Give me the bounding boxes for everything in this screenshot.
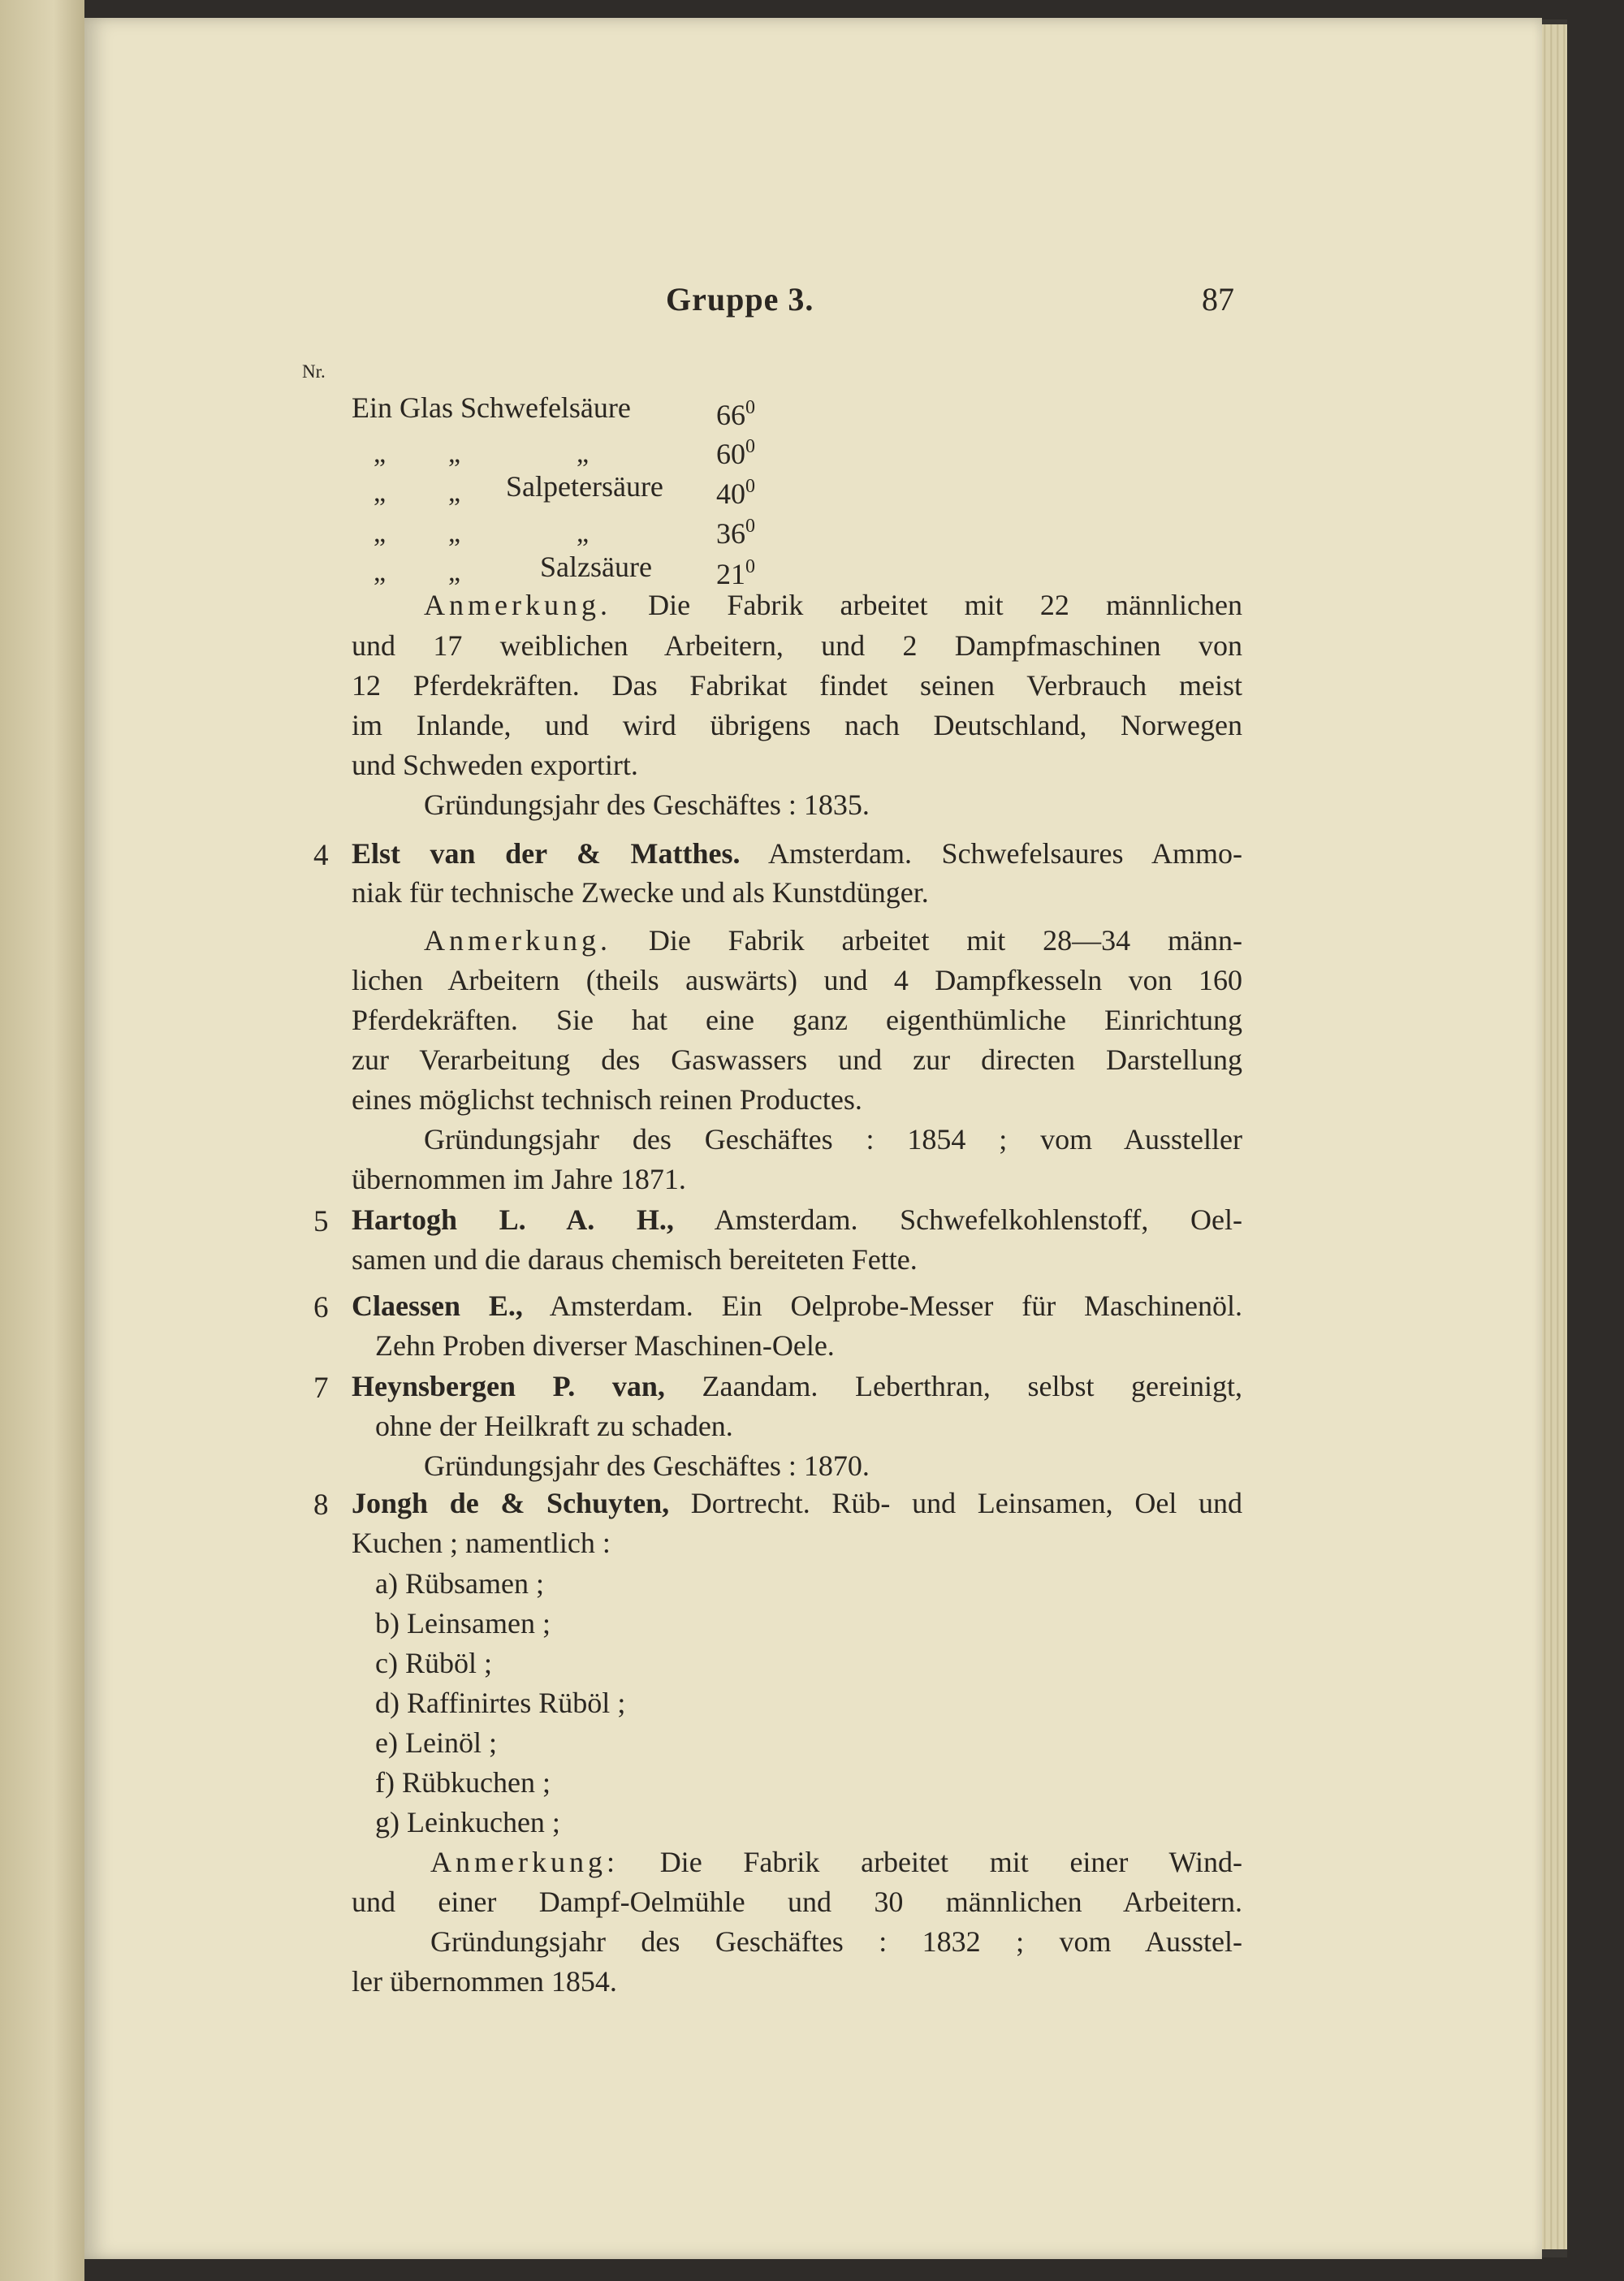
remark-text: Die Fabrik arbeitet mit 28—34 männ- [648, 924, 1242, 957]
entry-text: Zaandam. Leberthran, selbst gereinigt, [702, 1370, 1243, 1402]
item-label: d) [375, 1687, 400, 1719]
page-number: 87 [1202, 281, 1234, 318]
list-item [375, 1605, 551, 1641]
entry-number: 8 [313, 1488, 329, 1522]
acid-row [352, 390, 631, 426]
list-item [375, 1765, 551, 1800]
running-title: Gruppe 3. [666, 281, 814, 318]
item-label: b) [375, 1607, 400, 1639]
acid-degree [716, 508, 755, 551]
list-item [375, 1804, 560, 1840]
remark-line: im Inlande, und wird übrigens nach Deutschland, Norwegen [352, 709, 1242, 741]
remark-line: und 17 weiblichen Arbeitern, und 2 Dampfmaschinen von [352, 629, 1242, 662]
entry-number: 4 [313, 839, 329, 872]
founding-year: Gründungsjahr des Geschäftes : 1870. [424, 1449, 870, 1482]
acid-name: Salzsäure [540, 551, 652, 583]
entry-number: 5 [313, 1205, 329, 1238]
remark-line: Pferdekräften. Sie hat eine ganz eigenthümliche Einrichtung [352, 1004, 1242, 1036]
founding-year: Gründungsjahr des Geschäftes : 1835. [424, 788, 870, 821]
firm-name: Jongh de & Schuyten, [352, 1487, 670, 1519]
remark-label: Anmerkung. [424, 924, 611, 957]
ditto-mark: „ [577, 438, 590, 469]
entry-number: 6 [313, 1291, 329, 1324]
item-text: Leinsamen ; [407, 1607, 551, 1639]
left-page-edge [0, 0, 89, 2281]
ditto-mark: „ [448, 557, 461, 587]
acid-name: Ein Glas Schwefelsäure [352, 391, 631, 424]
remark-line: übernommen im Jahre 1871. [352, 1163, 686, 1195]
degree-value: 60 [716, 438, 745, 470]
item-text: Leinöl ; [404, 1726, 497, 1759]
list-item [375, 1645, 492, 1681]
degree-value: 21 [716, 558, 745, 590]
acid-degree [716, 469, 755, 512]
acid-name: Salpetersäure [506, 470, 663, 503]
book-cover-right [1567, 0, 1624, 2281]
ditto-mark: „ [374, 477, 387, 508]
list-item [375, 1725, 497, 1760]
founding-year: Gründungsjahr des Geschäftes : 1854 ; vom Aussteller [424, 1123, 1242, 1156]
ditto-mark: „ [374, 518, 387, 548]
firm-name: Hartogh L. A. H., [352, 1203, 674, 1236]
item-label: c) [375, 1647, 398, 1679]
entry-line: samen und die daraus chemisch bereiteten Fette. [352, 1243, 918, 1276]
entry-line [352, 836, 1242, 871]
item-text: Rübsamen ; [404, 1567, 544, 1600]
remark-line [424, 587, 1242, 623]
remark-line: eines möglichst technisch reinen Productes. [352, 1083, 862, 1116]
degree-mark: 0 [745, 397, 755, 418]
entry-line [352, 1368, 1242, 1404]
entry-line: niak für technische Zwecke und als Kunstdünger. [352, 876, 929, 909]
item-label: a) [375, 1567, 398, 1600]
ditto-mark: „ [374, 557, 387, 587]
degree-value: 36 [716, 517, 745, 550]
remark-line: und einer Dampf-Oelmühle und 30 männlichen Arbeitern. [352, 1886, 1242, 1918]
list-item [375, 1685, 625, 1721]
degree-mark: 0 [745, 556, 755, 577]
item-text: Raffinirtes Rüböl ; [407, 1687, 626, 1719]
firm-name: Elst van der & Matthes. [352, 837, 741, 870]
item-text: Rüböl ; [404, 1647, 492, 1679]
remark-line: 12 Pferdekräften. Das Fabrikat findet seinen Verbrauch meist [352, 669, 1242, 702]
degree-value: 40 [716, 477, 745, 510]
founding-year: Gründungsjahr des Geschäftes : 1832 ; vom Ausstel- [430, 1925, 1242, 1958]
firm-name: Heynsbergen P. van, [352, 1370, 665, 1402]
item-label: e) [375, 1726, 398, 1759]
item-text: Leinkuchen ; [407, 1806, 560, 1838]
entry-text: Dortrecht. Rüb- und Leinsamen, Oel und [690, 1487, 1243, 1519]
list-item [375, 1566, 544, 1601]
entry-line: Kuchen ; namentlich : [352, 1527, 611, 1559]
item-text: Rübkuchen ; [401, 1766, 551, 1799]
entry-line: Zehn Proben diverser Maschinen-Oele. [375, 1329, 835, 1362]
firm-name: Claessen E., [352, 1290, 523, 1322]
nr-column-label: Nr. [302, 361, 326, 382]
entry-text: Amsterdam. Ein Oelprobe-Messer für Maschinenöl. [549, 1290, 1243, 1322]
item-label: f) [375, 1766, 395, 1799]
entry-line [352, 1202, 1242, 1238]
acid-degree [716, 429, 755, 472]
remark-line: zur Verarbeitung des Gaswassers und zur directen Darstellung [352, 1043, 1242, 1076]
ditto-mark: „ [374, 438, 387, 469]
remark-line: und Schweden exportirt. [352, 749, 638, 781]
ditto-mark: „ [448, 438, 461, 469]
ditto-mark: „ [577, 518, 590, 548]
entry-text: Amsterdam. Schwefelsaures Ammo- [768, 837, 1243, 870]
degree-mark: 0 [745, 476, 755, 497]
entry-text: Amsterdam. Schwefelkohlenstoff, Oel- [714, 1203, 1243, 1236]
entry-line: ohne der Heilkraft zu schaden. [375, 1410, 733, 1442]
remark-line: ler übernommen 1854. [352, 1965, 617, 1998]
book-cover-bottom [84, 2257, 1624, 2281]
book-cover-top [84, 0, 1624, 19]
remark-text: Die Fabrik arbeitet mit einer Wind- [659, 1846, 1242, 1878]
ditto-mark: „ [448, 477, 461, 508]
acid-degree [716, 549, 755, 592]
degree-value: 66 [716, 399, 745, 431]
ditto-mark: „ [448, 518, 461, 548]
entry-line [352, 1288, 1242, 1324]
remark-line [430, 1844, 1242, 1880]
remark-line: lichen Arbeitern (theils auswärts) und 4 Dampfkesseln von 160 [352, 964, 1242, 996]
acid-degree [716, 390, 755, 433]
remark-line [424, 922, 1242, 958]
entry-number: 7 [313, 1372, 329, 1405]
entry-line [352, 1485, 1242, 1521]
degree-mark: 0 [745, 516, 755, 537]
remark-label: Anmerkung. [424, 589, 611, 621]
remark-label: Anmerkung: [430, 1846, 619, 1878]
degree-mark: 0 [745, 436, 755, 457]
item-label: g) [375, 1806, 400, 1838]
remark-text: Die Fabrik arbeitet mit 22 männlichen [648, 589, 1242, 621]
